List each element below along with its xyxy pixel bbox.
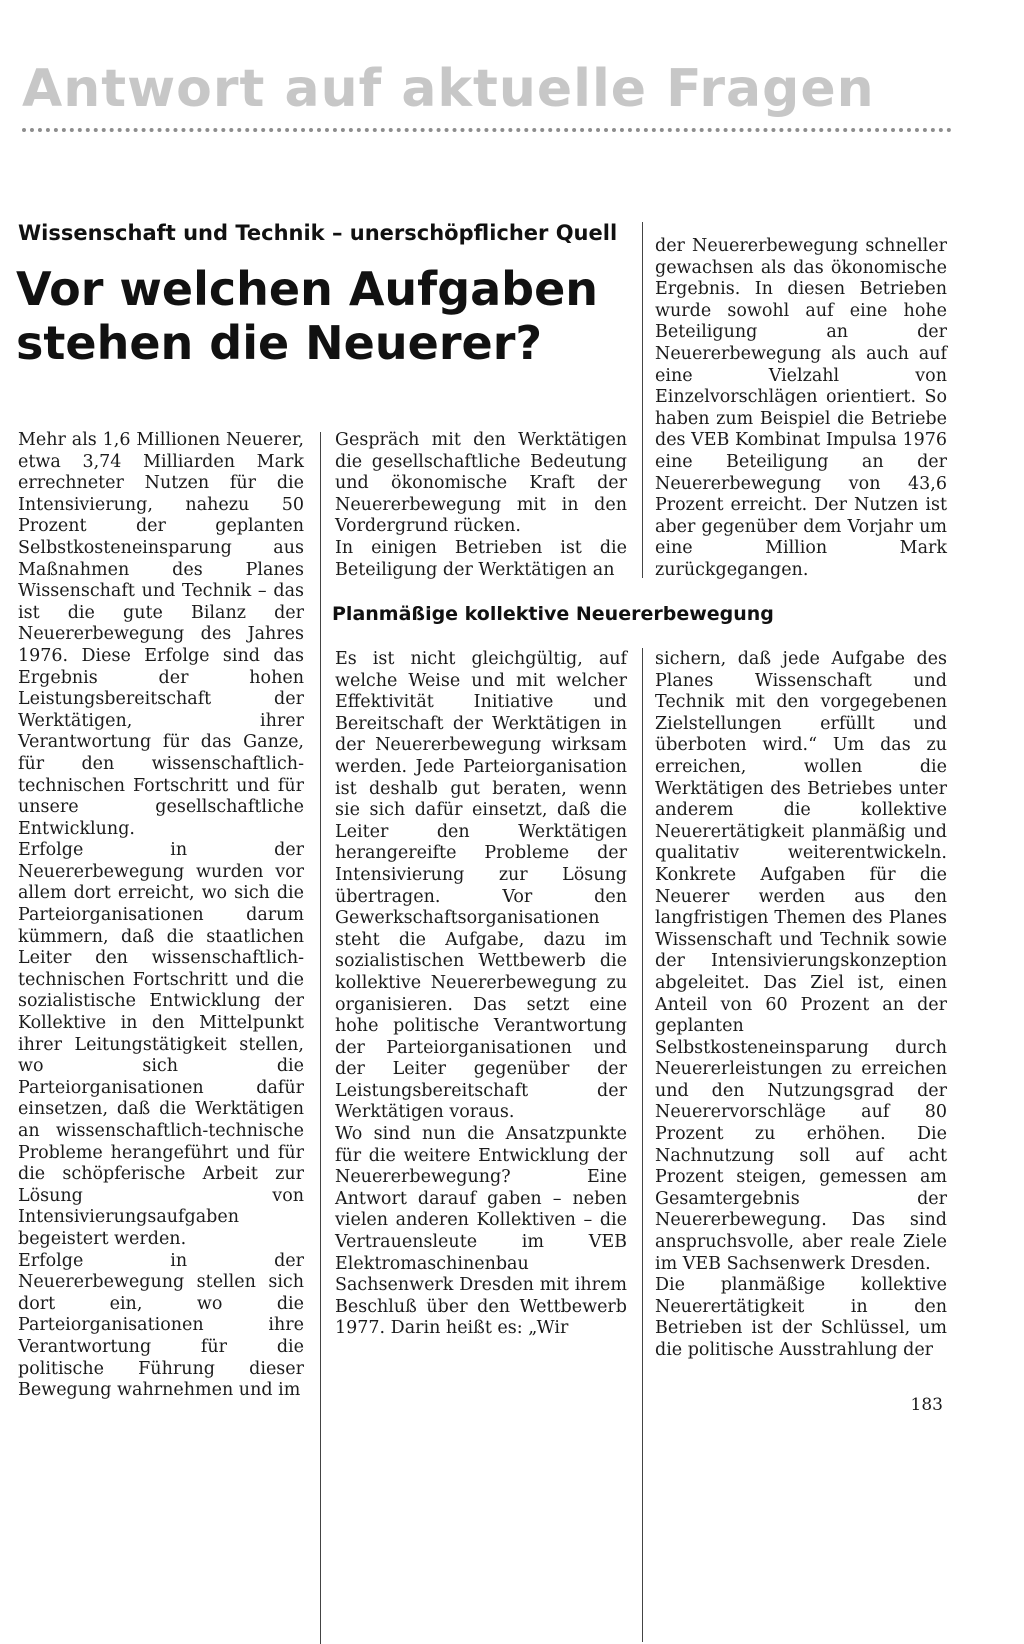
header-dotted-rule — [22, 128, 952, 132]
paragraph: Es ist nicht gleichgültig, auf welche Weise und mit welcher Effektivität Initiative und Bereitschaft der Werktätigen in der Neuererbewegung wirksam werden. Jede Parteiorganisation ist deshalb gut beraten, wenn sie sich dafür einsetzt, daß die Leiter den Werktätigen herangereifte Probleme der Intensivierung zur Lösung übertragen. Vor den Gewerkschaftsorganisationen steht die Aufgabe, dazu im sozialistischen Wettbewerb die kollektive Neuererbewegung zu organisieren. Das setzt eine hohe politische Verantwortung der Parteiorganisationen und der Leiter gegenüber der Leistungsbereitschaft der Werktätigen voraus. — [335, 649, 627, 1123]
section-header-title: Antwort auf aktuelle Fragen — [22, 59, 875, 119]
column-divider — [320, 432, 321, 1644]
paragraph: In einigen Betrieben ist die Beteiligung der Werktätigen an — [335, 537, 627, 580]
article-headline: Vor welchen Aufgaben stehen die Neuerer? — [16, 262, 599, 370]
column-divider — [642, 648, 643, 1642]
article-column-right-bottom — [655, 649, 947, 1362]
paragraph: Wo sind nun die Ansatzpunkte für die weitere Entwicklung der Neuererbewegung? Eine Antwort darauf gaben – neben vielen anderen Kollektiven – die Vertrauensleute im VEB Elektromaschinenbau Sachsenwerk Dresden mit ihrem Beschluß über den Wettbewerb 1977. Darin heißt es: „Wir — [335, 1124, 627, 1339]
article-kicker: Wissenschaft und Technik – unerschöpflicher Quell — [18, 221, 618, 245]
section-subheading: Planmäßige kollektive Neuererbewegung — [332, 603, 774, 625]
article-column-middle-bottom — [335, 649, 627, 1340]
paragraph: Mehr als 1,6 Millionen Neuerer, etwa 3,74 Milliarden Mark errechneter Nutzen für die Intensivierung, nahezu 50 Prozent der geplanten Selbstkosteneinsparung aus Maßnahmen des Planes Wissenschaft und Technik – das ist die gute Bilanz der Neuererbewegung des Jahres 1976. Diese Erfolge sind das Ergebnis der hohen Leistungsbereitschaft der Werktätigen, ihrer Verantwortung für das Ganze, für den wissenschaftlich-technischen Fortschritt und für unsere gesellschaftliche Entwicklung. — [18, 430, 304, 839]
paragraph: Gespräch mit den Werktätigen die gesellschaftliche Bedeutung und ökonomische Kraft der Neuererbewegung mit in den Vordergrund rücken. — [335, 430, 627, 537]
article-column-middle-top — [335, 430, 627, 581]
article-column-right-top — [655, 236, 947, 582]
paragraph: Die planmäßige kollektive Neuerertätigkeit in den Betrieben ist der Schlüssel, um die politische Ausstrahlung der — [655, 1275, 947, 1360]
paragraph: der Neuererbewegung schneller gewachsen als das ökonomische Ergebnis. In diesen Betrieben wurde sowohl auf eine hohe Beteiligung an der Neuererbewegung als auch auf eine Vielzahl von Einzelvorschlägen orientiert. So haben zum Beispiel die Betriebe des VEB Kombinat Impulsa 1976 eine Beteiligung an der Neuererbewegung von 43,6 Prozent erreicht. Der Nutzen ist aber gegenüber dem Vorjahr um eine Million Mark zurückgegangen. — [655, 236, 947, 580]
paragraph: Erfolge in der Neuererbewegung wurden vor allem dort erreicht, wo sich die Parteiorganisationen darum kümmern, daß die staatlichen Leiter den wissenschaftlich-technischen Fortschritt und die sozialistische Entwicklung der Kollektive in den Mittelpunkt ihrer Leitungstätigkeit stellen, wo sich die Parteiorganisationen dafür einsetzen, daß die Werktätigen an wissenschaftlich-technische Probleme herangeführt und für die schöpferische Arbeit zur Lösung von Intensivierungsaufgaben begeistert werden. — [18, 840, 304, 1249]
paragraph: Erfolge in der Neuererbewegung stellen sich dort ein, wo die Parteiorganisationen ihre Verantwortung für die politische Führung dieser Bewegung wahrnehmen und im — [18, 1250, 304, 1401]
article-column-left — [18, 430, 304, 1402]
column-divider — [642, 222, 643, 578]
page-number: 183 — [910, 1395, 943, 1415]
paragraph: sichern, daß jede Aufgabe des Planes Wissenschaft und Technik mit den vorgegebenen Zielstellungen erfüllt und überboten wird.“ Um das zu erreichen, wollen die Werktätigen des Betriebes unter anderem die kollektive Neuerertätigkeit planmäßig und qualitativ weiterentwickeln. Konkrete Aufgaben für die Neuerer werden aus den langfristigen Themen des Planes Wissenschaft und Technik sowie der Intensivierungskonzeption abgeleitet. Das Ziel ist, einen Anteil von 60 Prozent an der geplanten Selbstkosteneinsparung durch Neuererleistungen zu erreichen und den Nutzungsgrad der Neuerervorschläge auf 80 Prozent zu erhöhen. Die Nachnutzung soll auf acht Prozent steigen, gemessen am Gesamtergebnis der Neuererbewegung. Das sind anspruchsvolle, aber reale Ziele im VEB Sachsenwerk Dresden. — [655, 649, 947, 1274]
